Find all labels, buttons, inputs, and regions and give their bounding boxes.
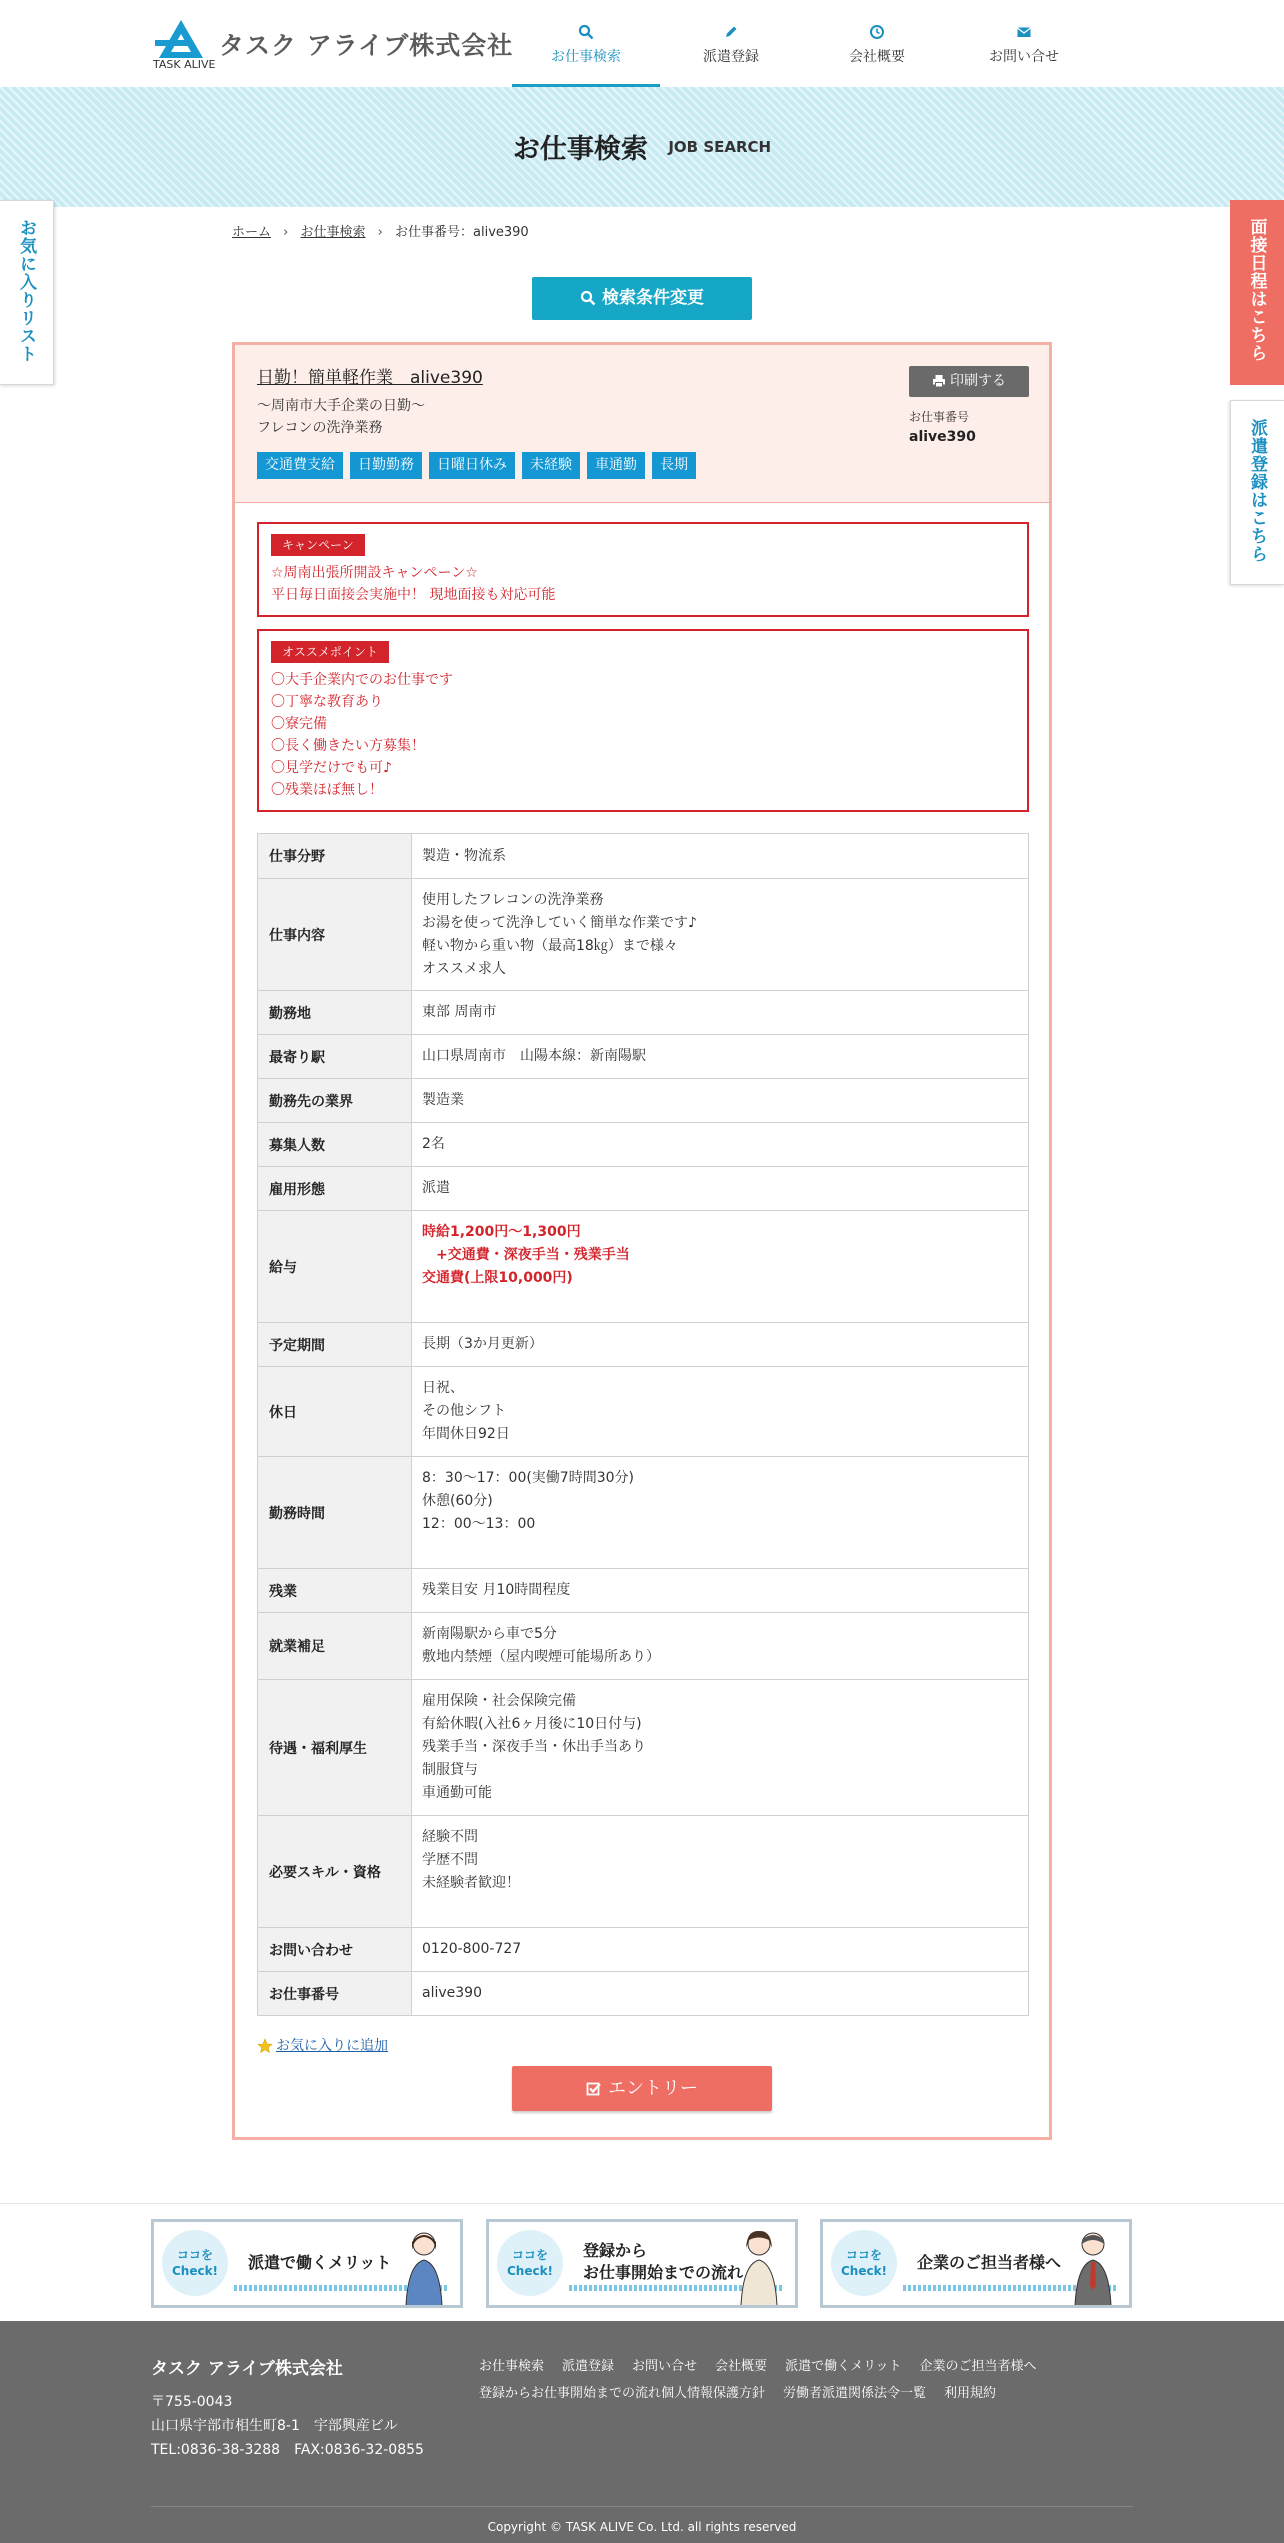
table-row bbox=[258, 1123, 1029, 1167]
banner-title: 企業のご担当者様へ bbox=[917, 2253, 1062, 2272]
table-row bbox=[258, 1613, 1029, 1680]
copyright: Copyright © TASK ALIVE Co. Ltd. all rights reserved bbox=[487, 2520, 797, 2534]
banner-title: お仕事開始までの流れ bbox=[583, 2263, 744, 2282]
detail-label: 勤務時間 bbox=[258, 1457, 412, 1569]
banner-title: 登録から bbox=[583, 2241, 648, 2260]
detail-line: お湯を使って洗浄していく簡単な作業です♪ bbox=[422, 914, 697, 931]
nav-registration[interactable] bbox=[657, 0, 805, 87]
recommend-point: 〇寮完備 bbox=[271, 716, 327, 732]
detail-line: 派遣 bbox=[422, 1180, 450, 1196]
job-tag: 日曜日休み bbox=[429, 452, 515, 479]
staff-illustration-icon bbox=[400, 2226, 448, 2306]
job-subtitle-line: ～周南市大手企業の日勤～ bbox=[257, 398, 425, 414]
detail-label: 残業 bbox=[258, 1569, 412, 1613]
change-search-button-label: 検索条件変更 bbox=[602, 288, 704, 308]
print-button[interactable] bbox=[909, 366, 1029, 397]
breadcrumb-home[interactable]: ホーム bbox=[232, 225, 272, 240]
detail-line: alive390 bbox=[422, 1985, 482, 2001]
table-row bbox=[258, 1323, 1029, 1367]
registration-tab[interactable] bbox=[1230, 400, 1284, 585]
footer-link[interactable]: 派遣で働くメリット bbox=[785, 2359, 902, 2374]
detail-line: 車通勤可能 bbox=[422, 1785, 492, 1801]
detail-value bbox=[412, 1680, 1029, 1816]
job-tag: 日勤勤務 bbox=[350, 452, 422, 479]
detail-line: 雇用保険・社会保険完備 bbox=[422, 1693, 576, 1709]
banner-strip bbox=[0, 2203, 1284, 2321]
checkbox-icon bbox=[586, 2081, 602, 2097]
campaign-box bbox=[257, 522, 1029, 617]
add-to-favorites[interactable] bbox=[257, 2035, 388, 2055]
breadcrumb bbox=[232, 221, 529, 240]
job-header bbox=[235, 345, 1049, 503]
footer-contact: TEL:0836-38-3288 FAX:0836-32-0855 bbox=[151, 2442, 424, 2458]
footer-link[interactable]: お問い合せ bbox=[632, 2359, 698, 2374]
favorites-list-tab[interactable] bbox=[0, 200, 54, 385]
job-subtitle bbox=[257, 395, 425, 439]
detail-label: お仕事番号 bbox=[258, 1972, 412, 2016]
footer-link[interactable]: 個人情報保護方針 bbox=[661, 2386, 766, 2401]
mail-icon bbox=[1016, 24, 1032, 40]
detail-line: 未経験者歓迎！ bbox=[422, 1875, 520, 1891]
footer-link[interactable]: お仕事検索 bbox=[479, 2359, 545, 2374]
detail-line: 8：30～17：00(実働7時間30分) bbox=[422, 1470, 634, 1486]
entry-button[interactable] bbox=[512, 2066, 772, 2111]
table-row bbox=[258, 1167, 1029, 1211]
recommend-points-badge: オススメポイント bbox=[271, 641, 389, 663]
salary-line: 時給1,200円～1,300円 bbox=[422, 1224, 581, 1240]
table-row bbox=[258, 1680, 1029, 1816]
change-search-button[interactable] bbox=[532, 277, 752, 320]
job-tag: 長期 bbox=[652, 452, 696, 479]
star-icon bbox=[257, 2038, 273, 2054]
table-row bbox=[258, 1079, 1029, 1123]
job-title[interactable]: 日勤！簡単軽作業 alive390 bbox=[257, 368, 483, 388]
detail-value bbox=[412, 1457, 1029, 1569]
detail-line: 12：00～13：00 bbox=[422, 1516, 536, 1532]
job-tags bbox=[257, 452, 703, 479]
search-icon bbox=[578, 24, 594, 40]
detail-line: 経験不問 bbox=[422, 1829, 478, 1845]
detail-label: 最寄り駅 bbox=[258, 1035, 412, 1079]
site-footer bbox=[0, 2321, 1284, 2543]
footer-link[interactable]: 利用規約 bbox=[944, 2386, 997, 2401]
staff-illustration-icon bbox=[735, 2226, 783, 2306]
detail-line: 新南陽駅から車で5分 bbox=[422, 1626, 557, 1642]
registration-tab-label: 派遣登録はこちら bbox=[1247, 419, 1267, 563]
job-tag: 車通勤 bbox=[587, 452, 645, 479]
detail-label: 就業補足 bbox=[258, 1613, 412, 1680]
detail-value bbox=[412, 1123, 1029, 1167]
detail-value bbox=[412, 1035, 1029, 1079]
detail-line: 長期（3か月更新） bbox=[422, 1336, 543, 1352]
detail-label: 休日 bbox=[258, 1367, 412, 1457]
detail-line: 休憩(60分) bbox=[422, 1493, 493, 1509]
table-row bbox=[258, 1457, 1029, 1569]
detail-value bbox=[412, 879, 1029, 991]
footer-company-name: タスク アライブ株式会社 bbox=[151, 2359, 343, 2379]
page-title bbox=[0, 127, 1284, 166]
table-row bbox=[258, 991, 1029, 1035]
detail-value bbox=[412, 1323, 1029, 1367]
interview-schedule-tab[interactable] bbox=[1230, 200, 1284, 385]
page-title-ja: お仕事検索 bbox=[512, 134, 648, 165]
detail-label: 仕事内容 bbox=[258, 879, 412, 991]
detail-line: 制服貸与 bbox=[422, 1762, 478, 1778]
nav-contact[interactable] bbox=[950, 0, 1098, 87]
detail-value bbox=[412, 1972, 1029, 2016]
job-tag: 交通費支給 bbox=[257, 452, 343, 479]
detail-line: 製造・物流系 bbox=[422, 847, 506, 864]
recommend-point: 〇大手企業内でのお仕事です bbox=[271, 672, 453, 688]
check-badge: ココを Check! bbox=[162, 2230, 228, 2296]
job-number-label: お仕事番号 bbox=[909, 410, 970, 424]
chevron-right-icon: › bbox=[377, 225, 383, 240]
detail-line: 敷地内禁煙（屋内喫煙可能場所あり） bbox=[422, 1649, 660, 1665]
footer-link[interactable]: 会社概要 bbox=[715, 2359, 768, 2374]
pencil-icon bbox=[723, 24, 739, 40]
table-row bbox=[258, 834, 1029, 879]
detail-label: 雇用形態 bbox=[258, 1167, 412, 1211]
chevron-right-icon: › bbox=[283, 225, 289, 240]
detail-line: 東部 周南市 bbox=[422, 1004, 497, 1020]
detail-line: 学歴不問 bbox=[422, 1852, 478, 1868]
detail-label: 勤務地 bbox=[258, 991, 412, 1035]
detail-value bbox=[412, 834, 1029, 879]
footer-links bbox=[479, 2355, 1055, 2374]
detail-value bbox=[412, 1569, 1029, 1613]
campaign-badge: キャンペーン bbox=[271, 534, 365, 556]
printer-icon bbox=[932, 374, 946, 388]
detail-line: 年間休日92日 bbox=[422, 1426, 510, 1442]
recommend-points-box bbox=[257, 629, 1029, 812]
favorites-list-tab-label: お気に入りリスト bbox=[16, 219, 36, 363]
detail-label: 勤務先の業界 bbox=[258, 1079, 412, 1123]
footer-link[interactable]: 企業のご担当者様へ bbox=[919, 2359, 1037, 2374]
table-row bbox=[258, 1972, 1029, 2016]
banner-merit[interactable] bbox=[151, 2219, 463, 2308]
banner-company[interactable] bbox=[820, 2219, 1132, 2308]
detail-value bbox=[412, 1079, 1029, 1123]
check-badge: ココを Check! bbox=[831, 2230, 897, 2296]
campaign-line: ☆周南出張所開設キャンペーン☆ bbox=[271, 565, 478, 581]
job-subtitle-line: フレコンの洗浄業務 bbox=[257, 420, 383, 436]
detail-label: お問い合わせ bbox=[258, 1928, 412, 1972]
breadcrumb-current: お仕事番号：alive390 bbox=[395, 225, 529, 240]
detail-line: その他シフト bbox=[422, 1403, 506, 1419]
detail-line: 残業手当・深夜手当・休出手当あり bbox=[422, 1739, 646, 1755]
nav-registration-label: 派遣登録 bbox=[703, 49, 759, 65]
detail-value bbox=[412, 1167, 1029, 1211]
table-row bbox=[258, 879, 1029, 991]
footer-links bbox=[479, 2382, 1014, 2401]
footer-postal: 〒755-0043 bbox=[151, 2394, 233, 2410]
detail-line: オススメ求人 bbox=[422, 960, 506, 977]
detail-line: 残業目安 月10時間程度 bbox=[422, 1582, 571, 1598]
detail-line: 製造業 bbox=[422, 1092, 464, 1108]
detail-line: 山口県周南市 山陽本線：新南陽駅 bbox=[422, 1048, 646, 1064]
check-badge: ココを Check! bbox=[497, 2230, 563, 2296]
detail-line: 0120-800-727 bbox=[422, 1941, 522, 1957]
banner-title: 派遣で働くメリット bbox=[248, 2253, 392, 2272]
entry-button-label: エントリー bbox=[608, 2078, 698, 2099]
table-row bbox=[258, 1816, 1029, 1928]
detail-value bbox=[412, 1211, 1029, 1323]
print-button-label: 印刷する bbox=[950, 373, 1006, 389]
nav-company[interactable] bbox=[803, 0, 951, 87]
banner-flow[interactable] bbox=[486, 2219, 798, 2308]
job-detail-table bbox=[257, 833, 1029, 2016]
breadcrumb-job-search[interactable]: お仕事検索 bbox=[300, 225, 366, 240]
table-row bbox=[258, 1367, 1029, 1457]
table-row bbox=[258, 1569, 1029, 1613]
detail-value bbox=[412, 1816, 1029, 1928]
table-row bbox=[258, 1928, 1029, 1972]
salary-line: +交通費・深夜手当・残業手当 bbox=[422, 1247, 630, 1263]
detail-label: 待遇・福利厚生 bbox=[258, 1680, 412, 1816]
nav-contact-label: お問い合せ bbox=[989, 49, 1059, 65]
recommend-point: 〇丁寧な教育あり bbox=[271, 694, 383, 710]
table-row bbox=[258, 1211, 1029, 1323]
nav-job-search-label: お仕事検索 bbox=[551, 49, 621, 65]
footer-divider bbox=[151, 2506, 1133, 2507]
page-title-band bbox=[0, 87, 1284, 207]
detail-label: 予定期間 bbox=[258, 1323, 412, 1367]
detail-line: 有給休暇(入社6ヶ月後に10日付与) bbox=[422, 1716, 642, 1732]
detail-line: 日祝、 bbox=[422, 1380, 464, 1396]
salary-line: 交通費(上限10,000円) bbox=[422, 1270, 573, 1286]
recommend-point: 〇長く働きたい方募集！ bbox=[271, 738, 425, 754]
businessman-illustration-icon bbox=[1069, 2226, 1117, 2306]
detail-value bbox=[412, 1367, 1029, 1457]
table-row bbox=[258, 1035, 1029, 1079]
campaign-line: 平日毎日面接会実施中！ 現地面接も対応可能 bbox=[271, 587, 556, 603]
detail-label: 募集人数 bbox=[258, 1123, 412, 1167]
page-title-en: JOB SEARCH bbox=[668, 137, 772, 156]
detail-line: 2名 bbox=[422, 1136, 445, 1152]
footer-link[interactable]: 登録からお仕事開始までの流れ bbox=[479, 2386, 662, 2401]
job-number-value: alive390 bbox=[909, 429, 976, 445]
nav-company-label: 会社概要 bbox=[849, 49, 905, 65]
detail-value bbox=[412, 1613, 1029, 1680]
detail-value bbox=[412, 991, 1029, 1035]
company-logo[interactable] bbox=[151, 18, 514, 72]
detail-value bbox=[412, 1928, 1029, 1972]
footer-address: 山口県宇部市相生町8-1 宇部興産ビル bbox=[151, 2418, 398, 2434]
recommend-point: 〇見学だけでも可♪ bbox=[271, 760, 392, 776]
search-icon bbox=[580, 290, 596, 306]
detail-line: 軽い物から重い物（最高18㎏）まで様々 bbox=[422, 937, 678, 954]
clock-icon bbox=[869, 24, 885, 40]
footer-link[interactable]: 労働者派遣関係法令一覧 bbox=[783, 2386, 927, 2401]
job-tag: 未経験 bbox=[522, 452, 580, 479]
detail-label: 給与 bbox=[258, 1211, 412, 1323]
interview-schedule-tab-label: 面接日程はこちら bbox=[1246, 218, 1267, 362]
site-header bbox=[0, 0, 1284, 87]
logo-subtext: TASK ALIVE bbox=[153, 58, 216, 71]
nav-job-search[interactable] bbox=[512, 0, 660, 87]
recommend-point: 〇残業ほぼ無し！ bbox=[271, 782, 383, 798]
detail-line: 使用したフレコンの洗浄業務 bbox=[422, 891, 604, 908]
job-card bbox=[232, 342, 1052, 2140]
add-to-favorites-link[interactable]: お気に入りに追加 bbox=[276, 2038, 388, 2054]
footer-link[interactable]: 派遣登録 bbox=[562, 2359, 615, 2374]
detail-label: 必要スキル・資格 bbox=[258, 1816, 412, 1928]
detail-label: 仕事分野 bbox=[258, 834, 412, 879]
logo-name: タスク アライブ株式会社 bbox=[219, 31, 514, 60]
